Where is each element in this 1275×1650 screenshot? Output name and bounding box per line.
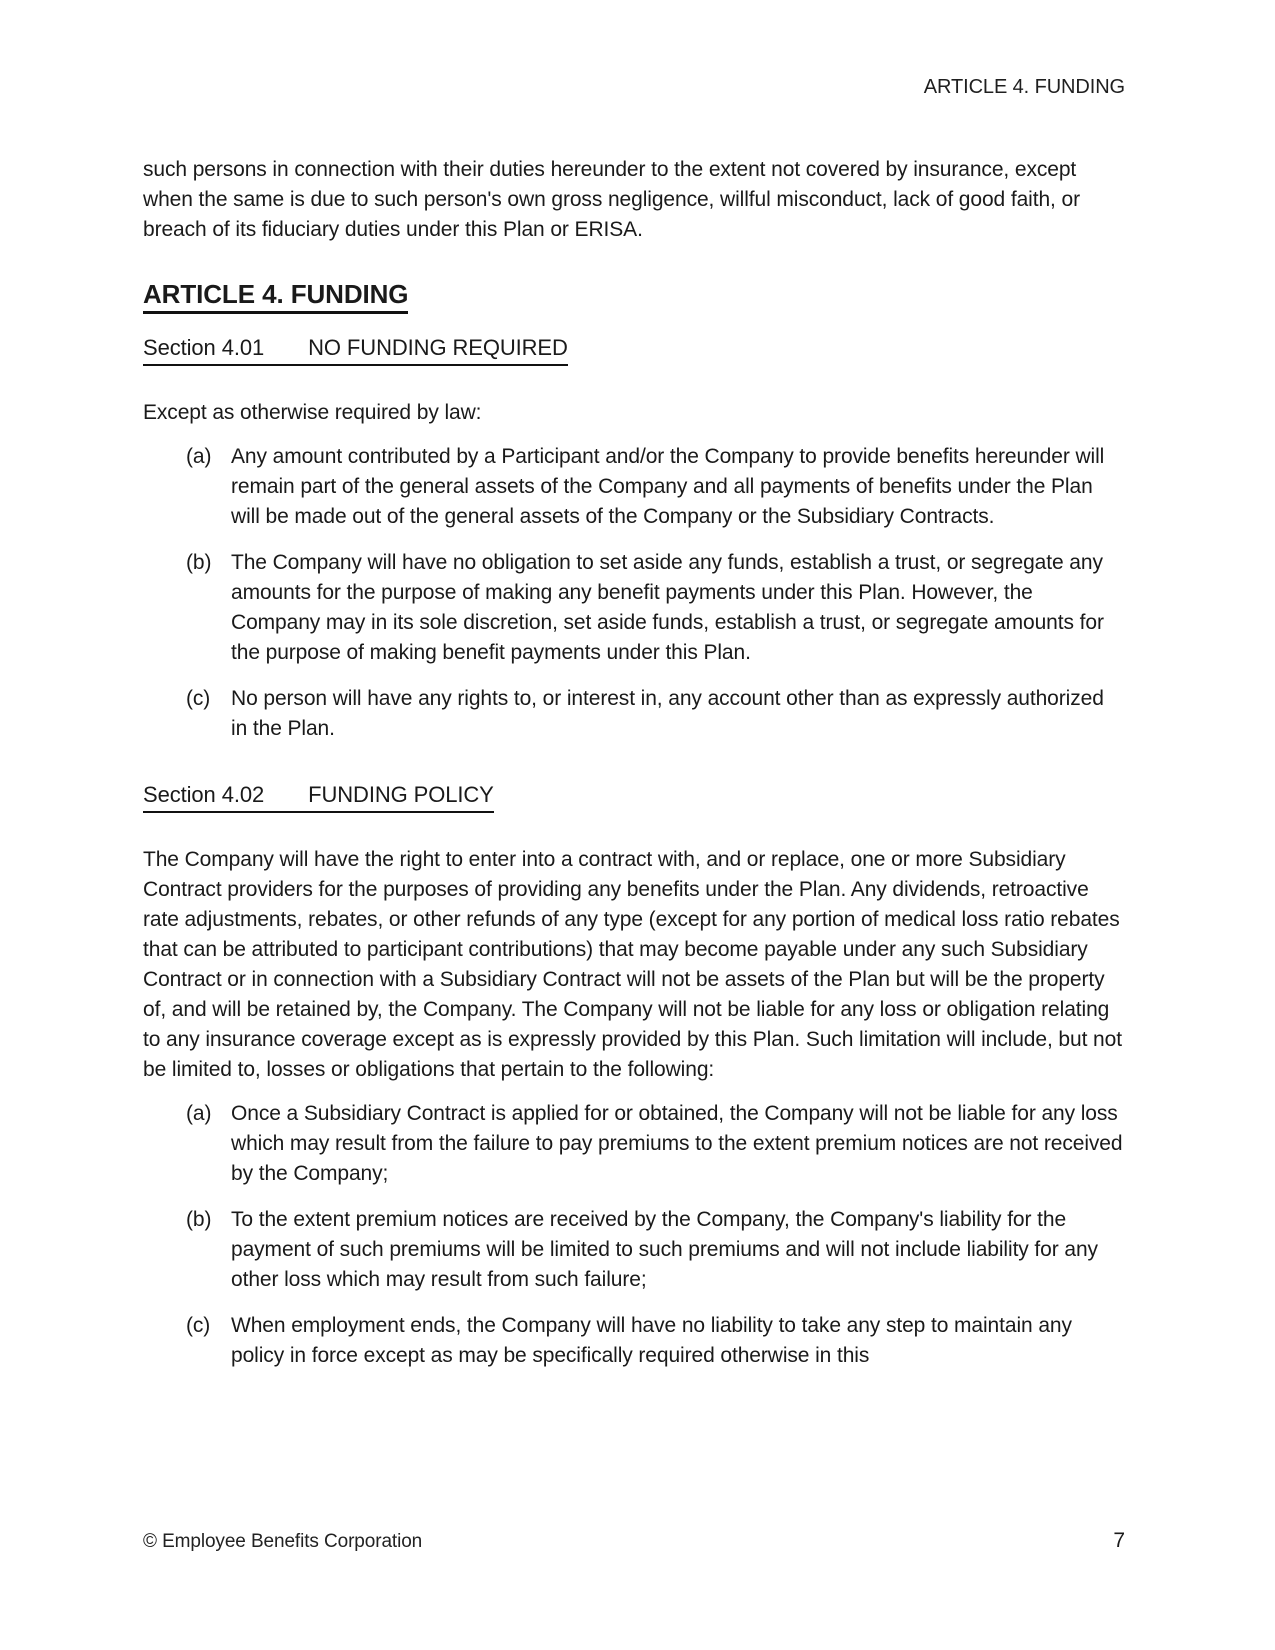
item-text: The Company will have no obligation to set aside any funds, establish a trust, or segregate any amounts for the purpose of making any benefit payments under this Plan. However, the Company may in its sole discretion, set aside funds, establish a trust, or segregate amounts for the purpose of making benefit payments under this Plan.: [231, 551, 1104, 664]
section-number: Section 4.02: [143, 782, 265, 807]
section-4-02-lead: The Company will have the right to enter into a contract with, and or replace, one or more Subsidiary Contract providers for the purposes of providing any benefits under the Plan. Any dividends, retroactive rate adjustments, rebates, or other refunds of any type (except for any portion of medical loss ratio rebates that can be attributed to participant contributions) that may become payable under any such Subsidiary Contract or in connection with a Subsidiary Contract will not be assets of the Plan but will be the property of, and will be retained by, the Company. The Company will not be liable for any loss or obligation relating to any insurance coverage except as is expressly provided by this Plan. Such limitation will include, but not be limited to, losses or obligations that pertain to the following:: [143, 848, 1122, 1081]
item-text: Any amount contributed by a Participant and/or the Company to provide benefits hereunder will remain part of the general assets of the Company and all payments of benefits under the Plan will be made out of the general assets of the Company or the Subsidiary Contracts.: [231, 445, 1105, 528]
item-marker: (a): [186, 445, 212, 468]
item-text: No person will have any rights to, or interest in, any account other than as expressly authorized in the Plan.: [231, 687, 1104, 740]
item-marker: (c): [186, 1314, 211, 1337]
section-4-01-lead: Except as otherwise required by law:: [143, 401, 482, 424]
article-heading: [143, 278, 1125, 310]
running-header-text: ARTICLE 4. FUNDING: [923, 76, 1125, 98]
article-heading-text: ARTICLE 4. FUNDING: [143, 279, 408, 314]
intro-paragraph: such persons in connection with their duties hereunder to the extent not covered by insurance, except when the same is due to such person's own gross negligence, willful misconduct, lack of good faith, or breach of its fiduciary duties under this Plan or ERISA.: [143, 158, 1080, 241]
section-4-01-list: [143, 442, 1125, 744]
item-text: Once a Subsidiary Contract is applied for or obtained, the Company will not be liable for any loss which may result from the failure to pay premiums to the extent premium notices are not received by the Company;: [231, 1102, 1123, 1185]
list-item: [143, 684, 1125, 744]
footer-page-number: 7: [1113, 1529, 1125, 1552]
item-text: To the extent premium notices are received by the Company, the Company's liability for the payment of such premiums will be limited to such premiums and will not include liability for any other loss which may result from such failure;: [231, 1208, 1098, 1291]
list-item: [143, 1099, 1125, 1189]
section-title: FUNDING POLICY: [308, 782, 494, 807]
list-item: [143, 1311, 1125, 1371]
section-heading-4-01: [143, 335, 1125, 366]
page-footer: [143, 1526, 1125, 1557]
footer-copyright: © Employee Benefits Corporation: [143, 1531, 423, 1552]
item-marker: (b): [186, 1208, 212, 1231]
running-header: [143, 74, 1125, 100]
list-item: [143, 1205, 1125, 1295]
item-marker: (c): [186, 687, 211, 710]
section-number: Section 4.01: [143, 335, 265, 360]
item-text: When employment ends, the Company will have no liability to take any step to maintain any policy in force except as may be specifically required otherwise in this: [231, 1314, 1072, 1367]
section-title: NO FUNDING REQUIRED: [308, 335, 568, 360]
list-item: [143, 442, 1125, 532]
section-heading-4-02: [143, 782, 1125, 813]
item-marker: (b): [186, 551, 212, 574]
list-item: [143, 548, 1125, 668]
item-marker: (a): [186, 1102, 212, 1125]
section-4-02-list: [143, 1099, 1125, 1371]
